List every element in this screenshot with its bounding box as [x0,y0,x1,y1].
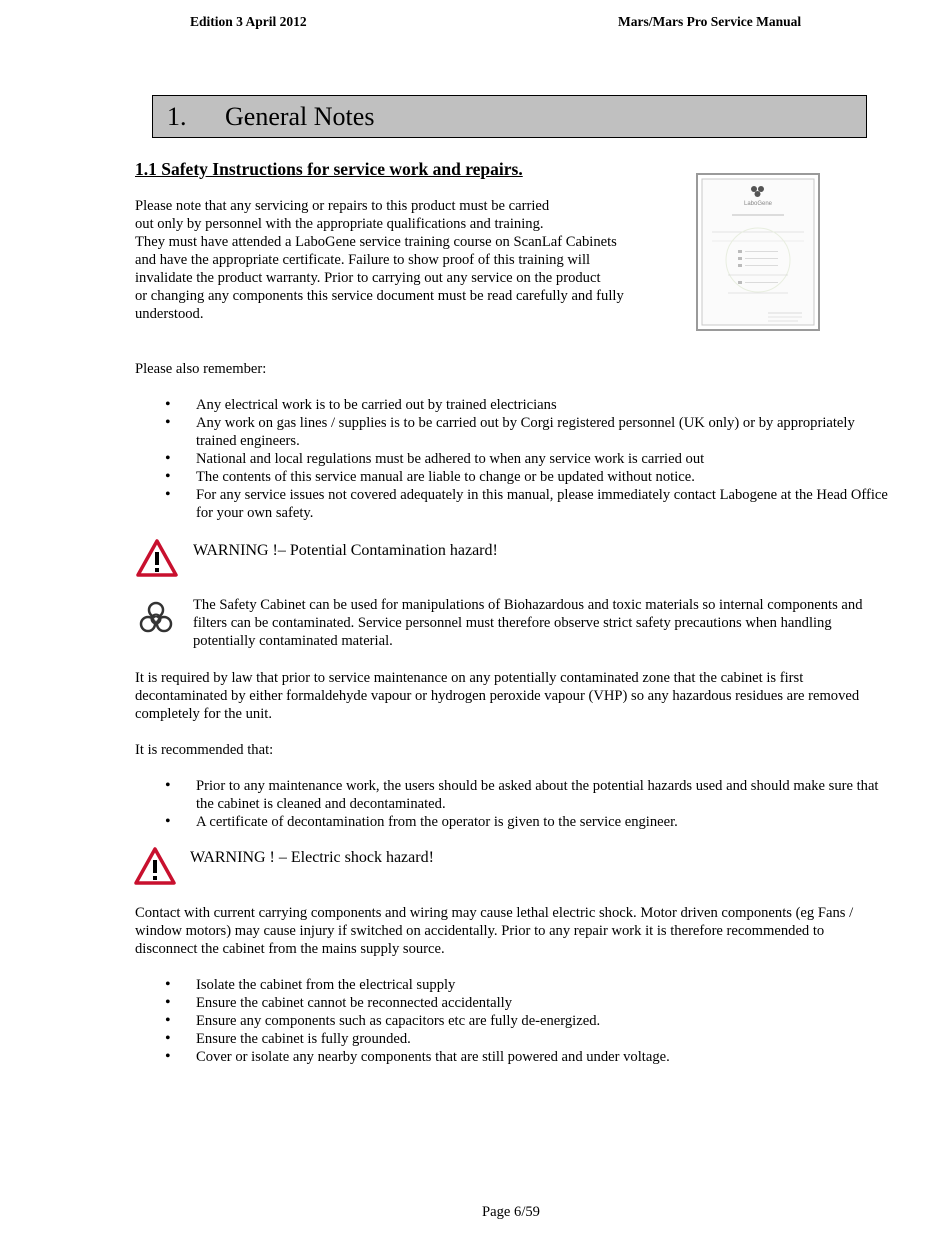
certificate-image [696,173,820,331]
list-item: • Ensure the cabinet cannot be reconnected accidentally [165,994,513,1011]
chapter-title: General Notes [225,102,375,131]
remember-list [135,396,890,522]
list-item: • Any electrical work is to be carried out by trained electricians [165,396,557,413]
warning-triangle-icon [135,538,179,578]
list-item: • For any service issues not covered adequately in this manual, please immediately contact Labogene at the Head Office for your own safety. [165,486,888,521]
header-edition: Edition 3 April 2012 [190,14,307,29]
warning-triangle-icon [133,846,177,886]
list-item: • Isolate the cabinet from the electrical supply [165,976,456,993]
page-number: Page 6/59 [482,1204,540,1220]
law-paragraph: It is required by law that prior to service maintenance on any potentially contaminated zone that the cabinet is first decontaminated by either formaldehyde vapour or hydrogen peroxide vapour (VHP) so any hazardous residues are removed completely for the unit. [135,670,860,722]
list-item: • The contents of this service manual are liable to change or be updated without notice. [165,468,695,485]
intro-line: out only by personnel with the appropriate qualifications and training. [135,216,544,232]
recommended-label: It is recommended that: [135,742,274,758]
intro-line: invalidate the product warranty. Prior to carrying out any service on the product [135,270,601,286]
electric-list [135,976,890,1066]
biohazard-text: The Safety Cabinet can be used for manipulations of Biohazardous and toxic materials so internal components and filters can be contaminated. Service personnel must therefore observe strict safety precautions when handling potentially contaminated material. [193,597,863,649]
list-item: • Ensure any components such as capacitors etc are fully de-energized. [165,1012,601,1029]
warning-electric-text: WARNING ! – Electric shock hazard! [190,849,434,866]
list-item: • Ensure the cabinet is fully grounded. [165,1030,411,1047]
list-item: • National and local regulations must be adhered to when any service work is carried out [165,450,705,467]
header-manual-title: Mars/Mars Pro Service Manual [618,14,802,29]
biohazard-icon [137,600,175,638]
warning-contamination-text: WARNING !– Potential Contamination hazard! [193,542,498,559]
certificate-icon [698,175,818,329]
certificate-brand: LaboGene [743,201,773,207]
intro-line: Please note that any servicing or repairs to this product must be carried [135,198,550,214]
electric-paragraph: Contact with current carrying components and wiring may cause lethal electric shock. Motor driven components (eg Fans / window motors) may cause injury if switched on accidentally. Prior to any repair work it is therefore recommended to disconnect the cabinet from the mains supply source. [135,905,854,957]
list-item: • Cover or isolate any nearby components that are still powered and under voltage. [165,1048,670,1065]
list-item: • A certificate of decontamination from the operator is given to the service engineer. [165,813,678,830]
intro-line: and have the appropriate certificate. Failure to show proof of this training will [135,252,591,268]
intro-line: understood. [135,306,204,322]
intro-line: or changing any components this service document must be read carefully and fully [135,288,624,304]
list-item: • Any work on gas lines / supplies is to be carried out by Corgi registered personnel (UK only) or by appropriately trained engineers. [165,414,855,449]
section-heading: 1.1 Safety Instructions for service work and repairs. [135,159,523,179]
recommended-list [135,777,890,831]
list-item: • Prior to any maintenance work, the users should be asked about the potential hazards used and should make sure that the cabinet is cleaned and decontaminated. [165,777,879,812]
chapter-heading-box [152,95,867,138]
intro-line: They must have attended a LaboGene service training course on ScanLaf Cabinets [135,234,617,250]
chapter-number: 1. [167,102,187,131]
remember-label: Please also remember: [135,361,267,377]
